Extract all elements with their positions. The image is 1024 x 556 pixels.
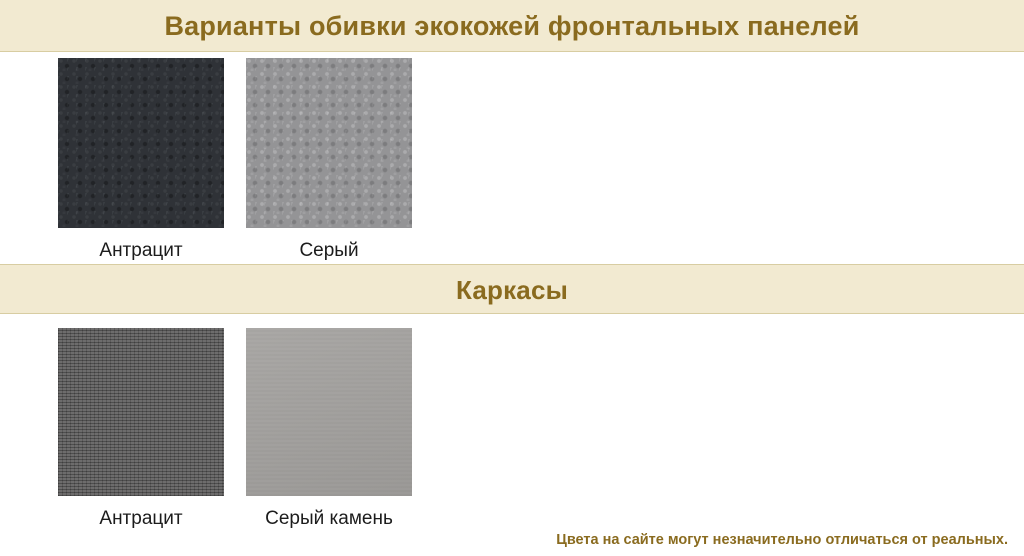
swatch-item[interactable] [246,58,412,262]
swatch-item[interactable] [246,328,412,530]
swatch-label: Антрацит [99,240,183,261]
swatch-group-frames [58,328,434,530]
section-header-frames: Каркасы [0,264,1024,314]
swatch-color-grey-stone[interactable] [246,328,412,496]
section-header-upholstery: Варианты обивки экокожей фронтальных панелей [0,0,1024,52]
swatch-label: Антрацит [99,508,183,529]
swatch-group-upholstery [58,58,434,262]
swatch-color-grey-leather[interactable] [246,58,412,228]
color-disclaimer-note: Цвета на сайте могут незначительно отличаться от реальных. [556,532,1008,548]
swatch-label: Серый камень [265,508,393,529]
swatch-item[interactable] [58,328,224,530]
swatch-color-anthracite-fabric[interactable] [58,328,224,496]
swatch-label: Серый [299,240,359,261]
swatch-item[interactable] [58,58,224,262]
swatch-color-anthracite-leather[interactable] [58,58,224,228]
